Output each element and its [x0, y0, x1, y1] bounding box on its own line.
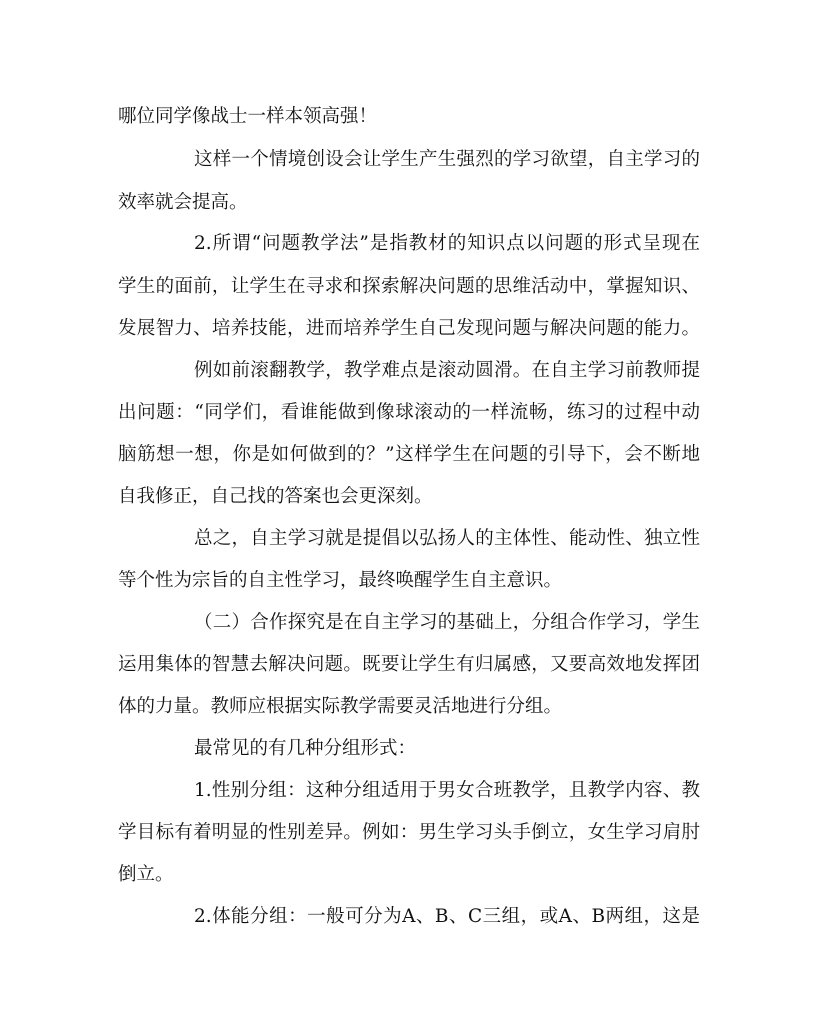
text-line: 发展智力、培养技能，进而培养学生自己发现问题与解决问题的能力。: [118, 318, 700, 339]
text-line: 哪位同学像战士一样本领高强！: [118, 106, 378, 127]
text-line: 出问题：“同学们，看谁能做到像球滚动的一样流畅，练习的过程中动: [118, 402, 700, 423]
text-line: 2.体能分组：一般可分为A、B、C三组，或A、B两组，这是: [194, 906, 700, 927]
text-line: 学目标有着明显的性别差异。例如：男生学习头手倒立，女生学习肩肘: [118, 822, 700, 843]
text-line: 脑筋想一想，你是如何做到的？”这样学生在问题的引导下，会不断地: [118, 444, 700, 465]
text-line: 体的力量。教师应根据实际教学需要灵活地进行分组。: [118, 696, 563, 717]
text-line: 最常见的有几种分组形式：: [194, 738, 417, 759]
text-line: 2.所谓“问题教学法”是指教材的知识点以问题的形式呈现在: [194, 233, 700, 254]
text-line: 总之，自主学习就是提倡以弘扬人的主体性、能动性、独立性: [194, 528, 700, 549]
text-line: 自我修正，自己找的答案也会更深刻。: [118, 486, 433, 507]
text-line: 例如前滚翻教学，教学难点是滚动圆滑。在自主学习前教师提: [194, 360, 700, 381]
text-line: （二）合作探究是在自主学习的基础上，分组合作学习，学生: [194, 612, 700, 633]
text-line: 1.性别分组：这种分组适用于男女合班教学，且教学内容、教: [194, 780, 700, 801]
text-line: 倒立。: [118, 864, 174, 885]
text-line: 效率就会提高。: [118, 192, 248, 213]
text-line: 学生的面前，让学生在寻求和探索解决问题的思维活动中，掌握知识、: [118, 276, 700, 297]
text-line: 等个性为宗旨的自主性学习，最终唤醒学生自主意识。: [118, 570, 563, 591]
text-line: 运用集体的智慧去解决问题。既要让学生有归属感，又要高效地发挥团: [118, 654, 700, 675]
text-line: 这样一个情境创设会让学生产生强烈的学习欲望，自主学习的: [194, 149, 700, 170]
